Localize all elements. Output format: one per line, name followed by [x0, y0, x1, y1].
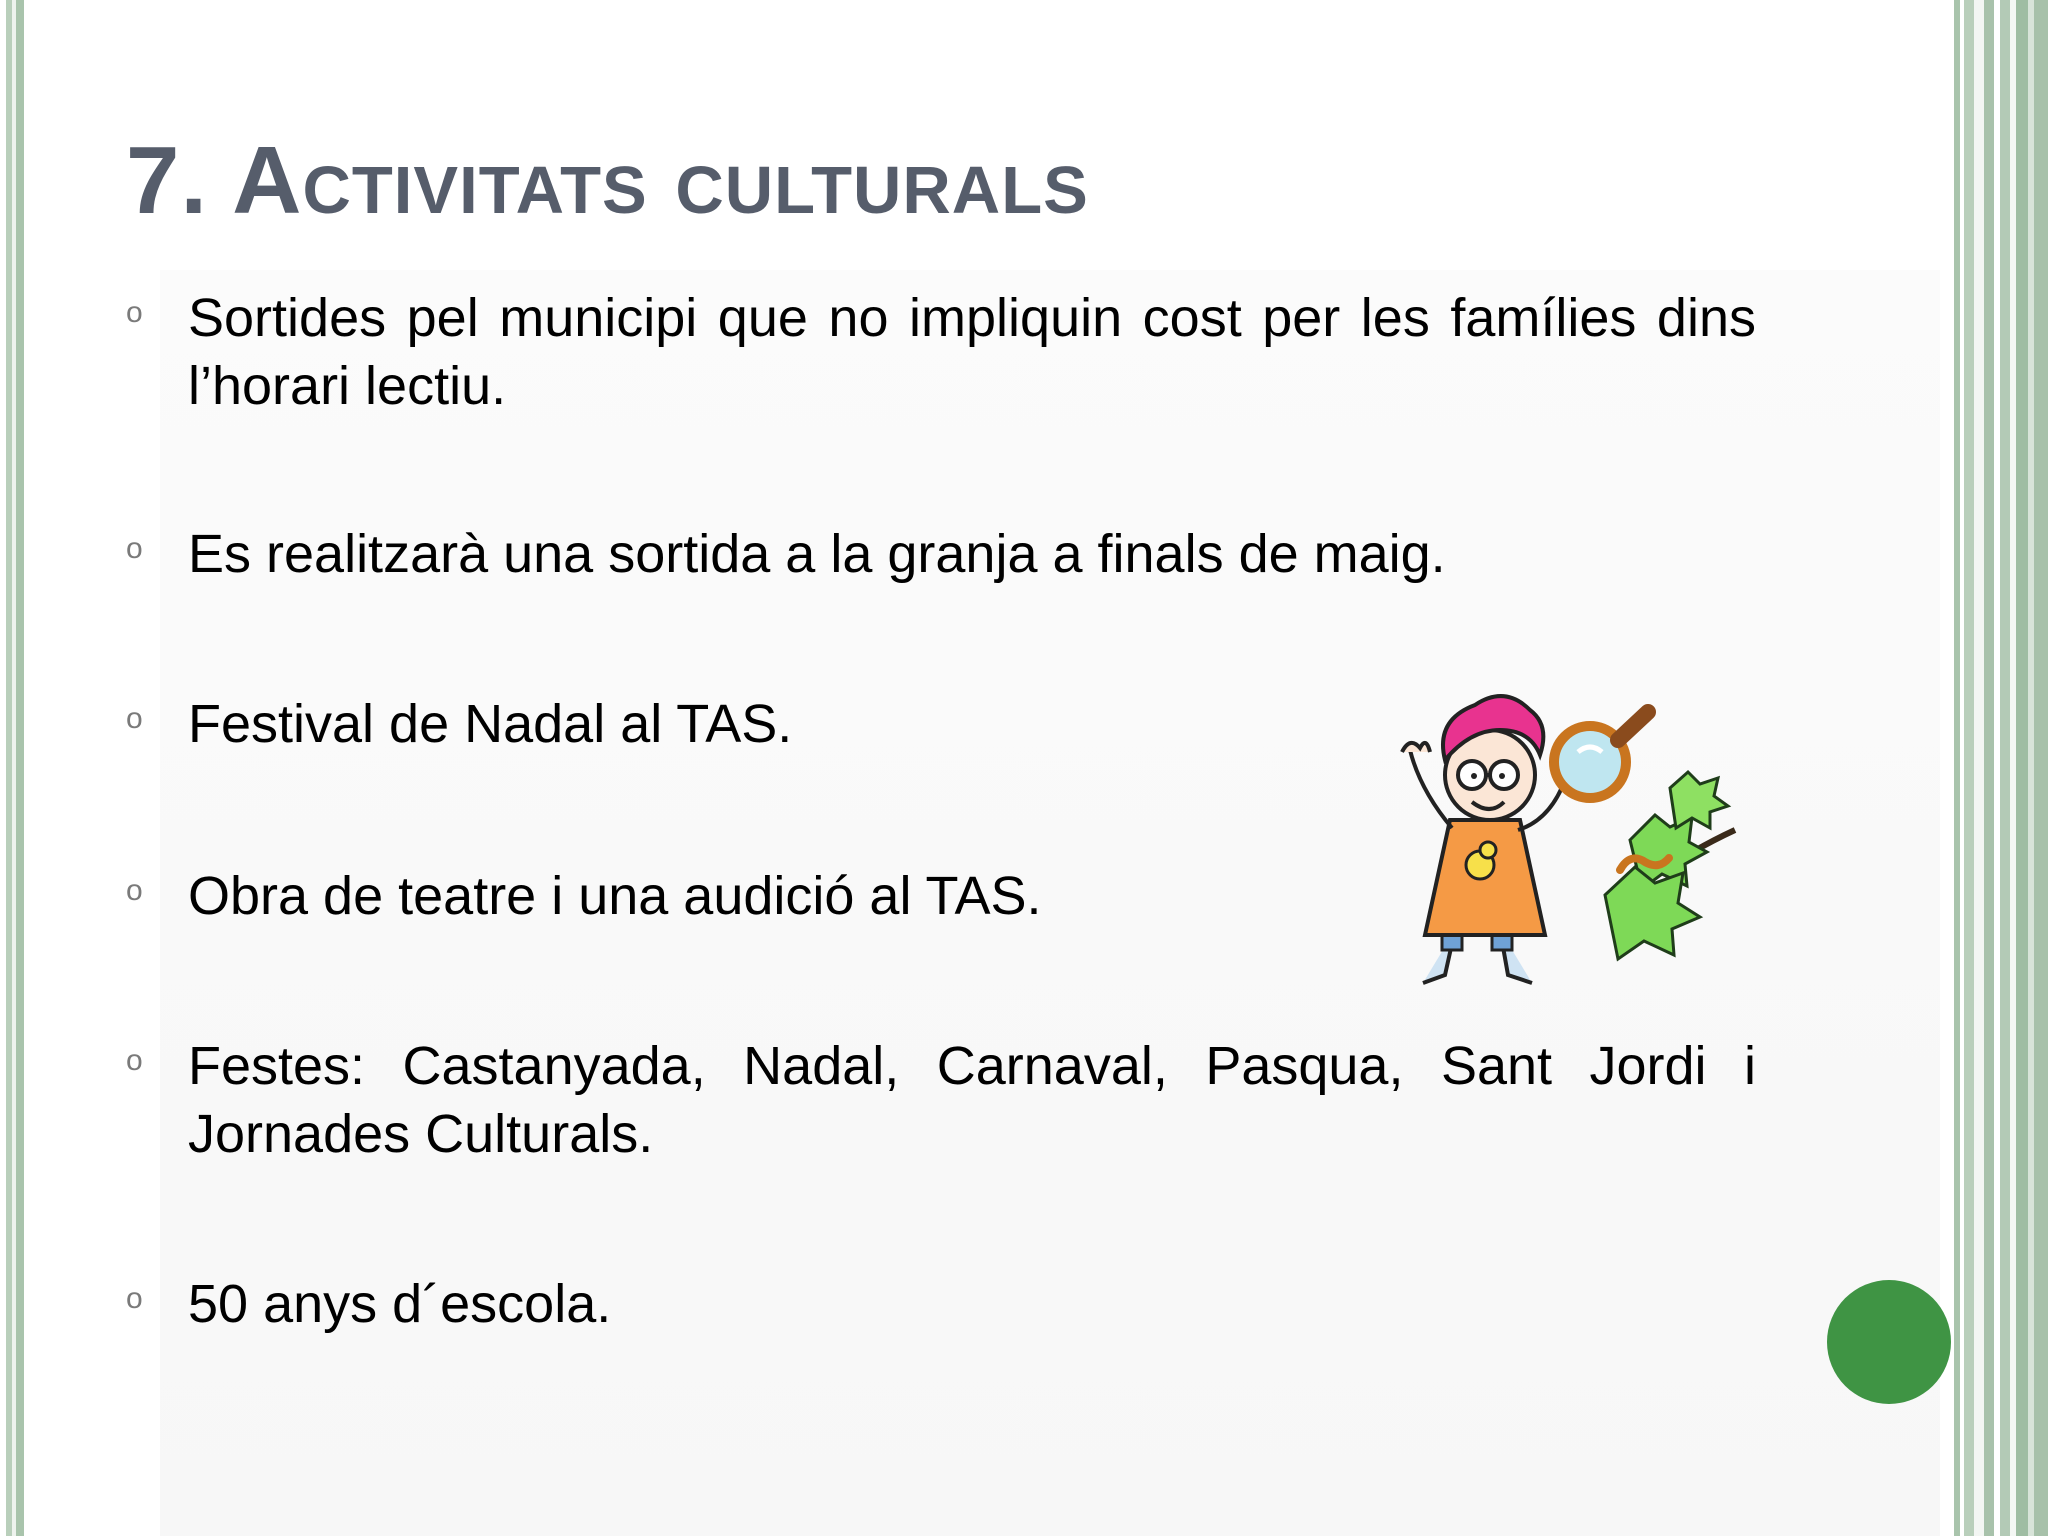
bullet-marker-icon: o	[126, 532, 143, 565]
bullet-marker-icon: o	[126, 296, 143, 329]
bullet-marker-icon: o	[126, 1282, 143, 1315]
bullet-marker-icon: o	[126, 874, 143, 907]
bullet-text: 50 anys d´escola.	[188, 1274, 612, 1334]
left-decorative-stripe	[0, 0, 26, 1536]
right-decorative-stripes	[1954, 0, 2048, 1536]
slide-title: 7. Activitats culturals	[126, 127, 1089, 234]
green-circle-decoration	[1827, 1280, 1951, 1404]
bullet-text: Festival de Nadal al TAS.	[188, 694, 793, 754]
bullet-text: Obra de teatre i una audició al TAS.	[188, 866, 1042, 926]
explorer-child-illustration-icon	[1380, 680, 1740, 990]
bullet-marker-icon: o	[126, 1044, 143, 1077]
bullet-text: Festes: Castanyada, Nadal, Carnaval, Pasqua, Sant Jordi i Jornades Culturals.	[188, 1036, 1756, 1164]
bullet-text: Sortides pel municipi que no impliquin cost per les famílies dins l’horari lectiu.	[188, 288, 1756, 416]
bullet-marker-icon: o	[126, 702, 143, 735]
bullet-text: Es realitzarà una sortida a la granja a finals de maig.	[188, 524, 1446, 584]
